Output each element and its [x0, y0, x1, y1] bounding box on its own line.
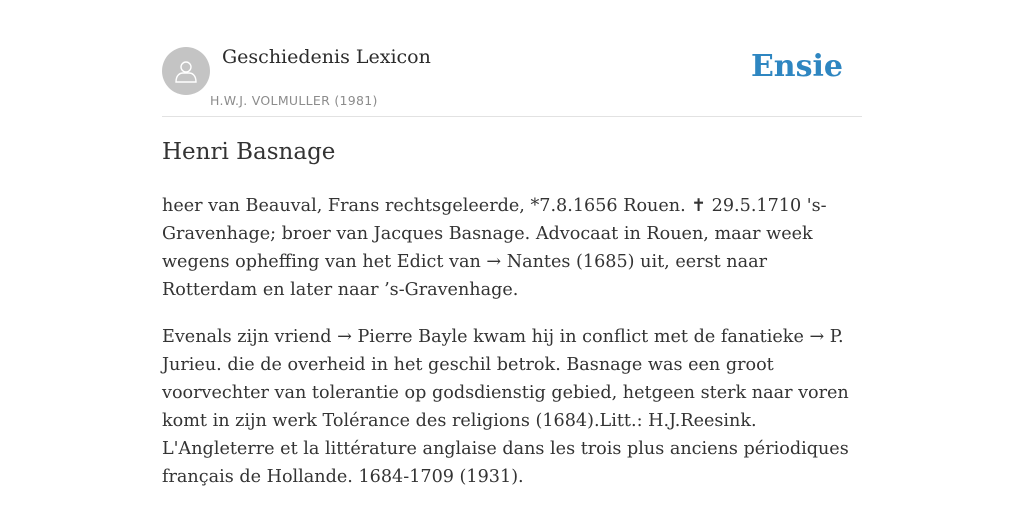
user-icon — [173, 58, 199, 84]
avatar[interactable] — [162, 47, 210, 95]
article-body — [162, 192, 864, 510]
article-paragraph: Evenals zijn vriend → Pierre Bayle kwam hij in conflict met de fanatieke → P. Jurieu. die de overheid in het geschil betrok. Basnage was een groot voorvechter van tolerantie op godsdienstig gebied, hetgeen sterk naar voren komt in zijn werk Tolérance des religions (1684).Litt.: H.J.Reesink. L'Angleterre et la littérature anglaise dans les trois plus anciens périodiques français de Hollande. 1684-1709 (1931). — [162, 327, 849, 487]
source-header — [162, 45, 862, 117]
article-paragraph: heer van Beauval, Frans rechtsgeleerde, *7.8.1656 Rouen. ✝ 29.5.1710 's-Gravenhage; broer van Jacques Basnage. Advocaat in Rouen, maar week wegens opheffing van het Edict van → Nantes (1685) uit, eerst naar Rotterdam en later naar ’s-Gravenhage. — [162, 196, 827, 300]
author-credit: H.W.J. VOLMULLER (1981) — [210, 93, 378, 108]
ensie-logo[interactable]: Ensie — [750, 49, 843, 84]
source-title[interactable]: Geschiedenis Lexicon — [222, 46, 431, 68]
article-title: Henri Basnage — [162, 139, 336, 165]
